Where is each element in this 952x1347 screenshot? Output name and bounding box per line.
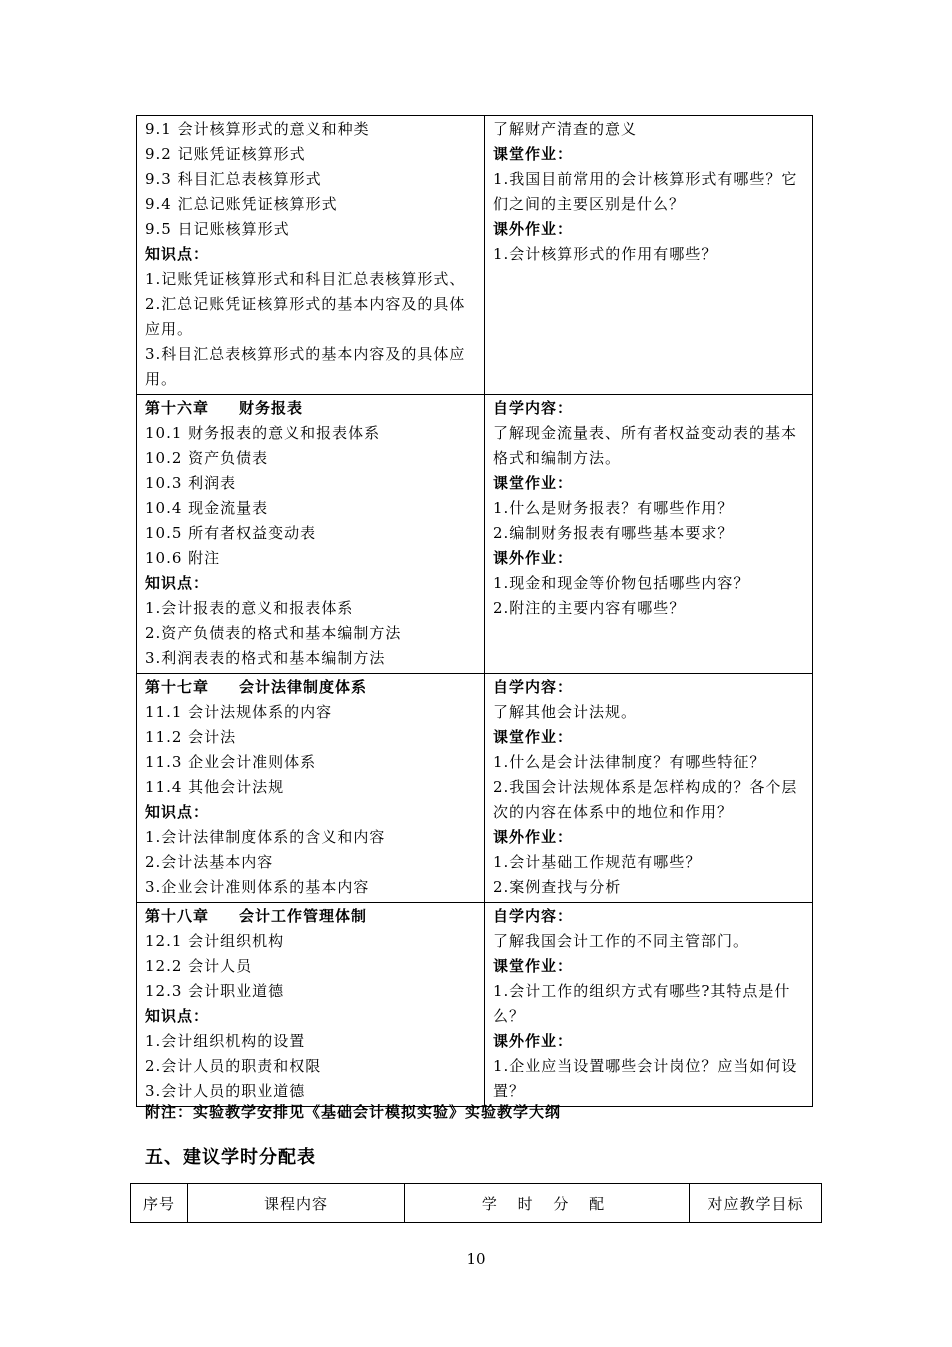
self-study-item: 了解其他会计法规。 [493, 703, 638, 721]
knowledge-point: 2.会计人员的职责和权限 [145, 1057, 322, 1075]
self-study-label: 自学内容： [493, 399, 574, 417]
knowledge-point: 1.记账凭证核算形式和科目汇总表核算形式、2.汇总记账凭证核算形式的基本内容及的具体应用。 [145, 270, 466, 338]
homework-label: 课外作业： [493, 220, 574, 238]
section-item: 10.3 利润表 [145, 474, 237, 492]
homework-item: 2.附注的主要内容有哪些？ [493, 599, 686, 617]
chapter-number: 第十八章 [145, 907, 210, 925]
section-item: 9.2 记账凭证核算形式 [145, 145, 306, 163]
self-study-item: 了解财产清查的意义 [493, 120, 638, 138]
header-hour-allocation: 学 时 分 配 [405, 1184, 690, 1223]
self-study-item: 了解现金流量表、所有者权益变动表的基本格式和编制方法。 [493, 424, 798, 467]
knowledge-point: 3.企业会计准则体系的基本内容 [145, 878, 370, 896]
knowledge-point: 3.利润表表的格式和基本编制方法 [145, 649, 386, 667]
syllabus-table [136, 115, 813, 1107]
chapter-cell [137, 674, 485, 903]
hour-allocation-table [130, 1183, 822, 1223]
table-header-row [131, 1184, 822, 1223]
chapter-number: 第十七章 [145, 678, 210, 696]
section-item: 9.1 会计核算形式的意义和种类 [145, 120, 370, 138]
section-item: 11.1 会计法规体系的内容 [145, 703, 333, 721]
chapter-name: 会计法律制度体系 [239, 678, 368, 696]
chapter-name: 财务报表 [239, 399, 304, 417]
chapter-number: 第十六章 [145, 399, 210, 417]
section-item: 11.4 其他会计法规 [145, 778, 285, 796]
note-text: 附注：实验教学安排见《基础会计模拟实验》实验教学大纲 [145, 1103, 562, 1121]
homework-item: 1.会计基础工作规范有哪些？ [493, 853, 702, 871]
table-row [137, 395, 813, 674]
section-item: 10.2 资产负债表 [145, 449, 269, 467]
knowledge-point: 2.会计法基本内容 [145, 853, 274, 871]
self-study-label: 自学内容： [493, 907, 574, 925]
classwork-label: 课堂作业： [493, 728, 574, 746]
homework-label: 课外作业： [493, 1032, 574, 1050]
homework-item: 2.案例查找与分析 [493, 878, 622, 896]
knowledge-point: 1.会计法律制度体系的含义和内容 [145, 828, 386, 846]
chapter-heading [145, 904, 476, 929]
assignment-cell [485, 116, 813, 395]
table-row [137, 116, 813, 395]
classwork-item: 1.什么是会计法律制度？有哪些特征？ [493, 753, 766, 771]
self-study-item: 了解我国会计工作的不同主管部门。 [493, 932, 750, 950]
section-item: 9.4 汇总记账凭证核算形式 [145, 195, 338, 213]
section-item: 10.5 所有者权益变动表 [145, 524, 317, 542]
knowledge-point: 3.科目汇总表核算形式的基本内容及的具体应用。 [145, 345, 466, 388]
assignment-cell [485, 674, 813, 903]
homework-item: 1.企业应当设置哪些会计岗位？应当如何设置？ [493, 1057, 798, 1100]
homework-item: 1.现金和现金等价物包括哪些内容？ [493, 574, 750, 592]
table-row [137, 903, 813, 1107]
knowledge-label: 知识点： [145, 803, 210, 821]
header-seq: 序号 [131, 1184, 188, 1223]
knowledge-label: 知识点： [145, 245, 210, 263]
section-item: 12.1 会计组织机构 [145, 932, 285, 950]
classwork-item: 2.我国会计法规体系是怎样构成的？各个层次的内容在体系中的地位和作用？ [493, 778, 798, 821]
header-course-content: 课程内容 [188, 1184, 405, 1223]
chapter-cell [137, 903, 485, 1107]
knowledge-point: 3.会计人员的职业道德 [145, 1082, 306, 1100]
classwork-label: 课堂作业： [493, 474, 574, 492]
classwork-item: 1.会计工作的组织方式有哪些?其特点是什么？ [493, 982, 791, 1025]
section-item: 10.4 现金流量表 [145, 499, 269, 517]
assignment-cell [485, 903, 813, 1107]
knowledge-label: 知识点： [145, 1007, 210, 1025]
knowledge-label: 知识点： [145, 574, 210, 592]
page-number: 10 [466, 1250, 486, 1268]
section-item: 11.2 会计法 [145, 728, 237, 746]
section-item: 12.3 会计职业道德 [145, 982, 285, 1000]
section-title: 五、建议学时分配表 [145, 1147, 316, 1168]
section-item: 10.6 附注 [145, 549, 221, 567]
chapter-cell [137, 116, 485, 395]
table-row [137, 674, 813, 903]
chapter-name: 会计工作管理体制 [239, 907, 368, 925]
knowledge-point: 2.资产负债表的格式和基本编制方法 [145, 624, 402, 642]
homework-label: 课外作业： [493, 549, 574, 567]
chapter-cell [137, 395, 485, 674]
classwork-item: 2.编制财务报表有哪些基本要求？ [493, 524, 734, 542]
knowledge-point: 1.会计组织机构的设置 [145, 1032, 306, 1050]
section-item: 9.5 日记账核算形式 [145, 220, 290, 238]
classwork-item: 1.我国目前常用的会计核算形式有哪些？它们之间的主要区别是什么？ [493, 170, 798, 213]
section-item: 11.3 企业会计准则体系 [145, 753, 317, 771]
self-study-label: 自学内容： [493, 678, 574, 696]
section-item: 9.3 科目汇总表核算形式 [145, 170, 322, 188]
header-teaching-goal: 对应教学目标 [690, 1184, 822, 1223]
classwork-label: 课堂作业： [493, 145, 574, 163]
homework-item: 1.会计核算形式的作用有哪些？ [493, 245, 718, 263]
homework-label: 课外作业： [493, 828, 574, 846]
knowledge-point: 1.会计报表的意义和报表体系 [145, 599, 354, 617]
chapter-heading [145, 396, 476, 421]
classwork-label: 课堂作业： [493, 957, 574, 975]
section-item: 10.1 财务报表的意义和报表体系 [145, 424, 381, 442]
classwork-item: 1.什么是财务报表？有哪些作用？ [493, 499, 734, 517]
assignment-cell [485, 395, 813, 674]
chapter-heading [145, 675, 476, 700]
section-item: 12.2 会计人员 [145, 957, 253, 975]
